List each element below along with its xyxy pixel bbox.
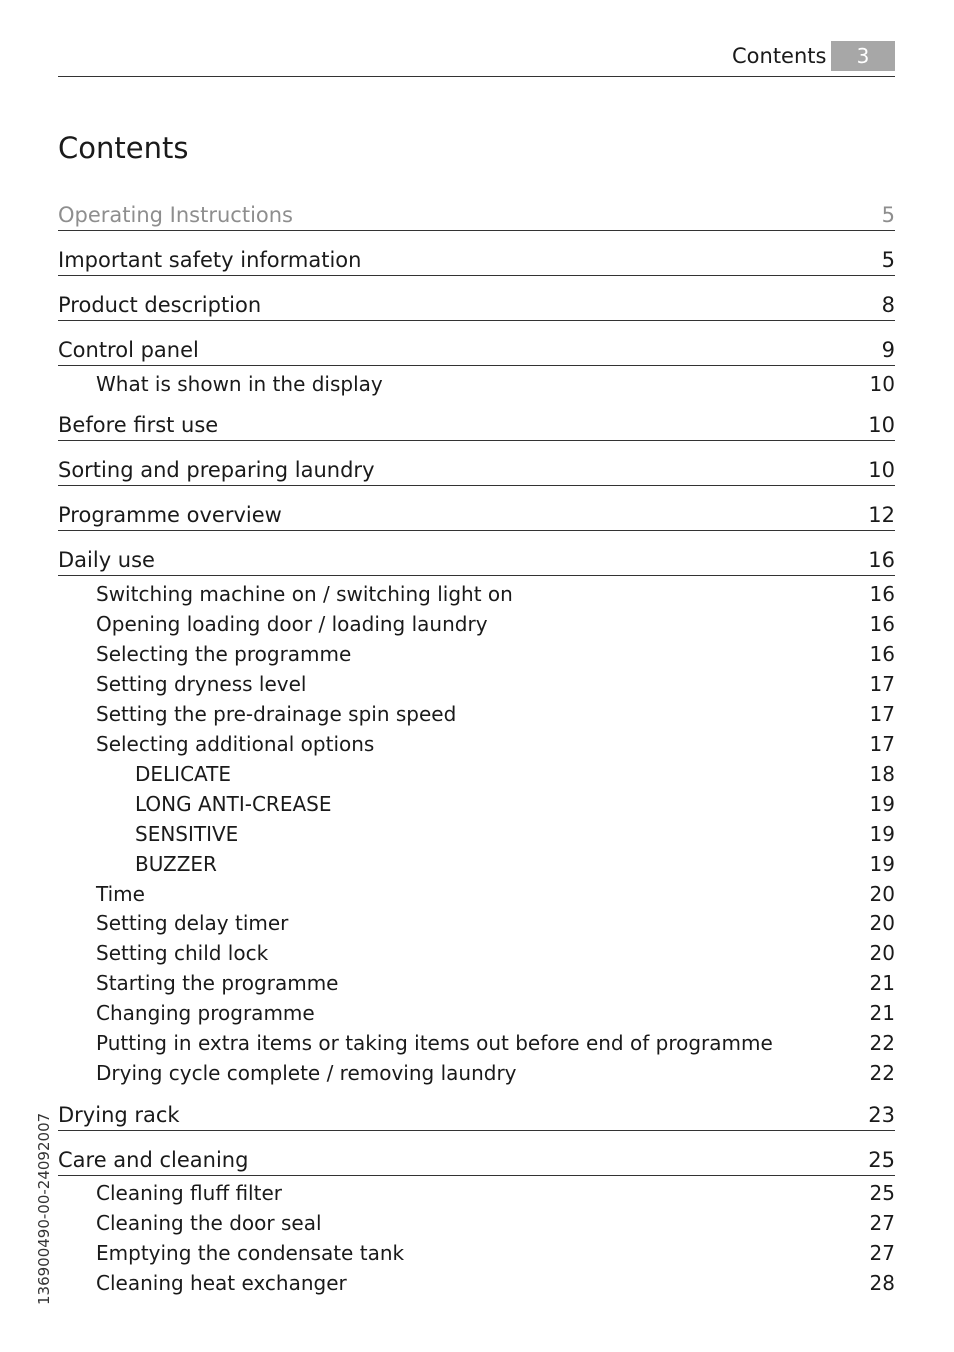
toc-entry-label: Setting the pre-drainage spin speed [96,702,457,726]
toc-subentry-dryness-level[interactable] [58,669,895,699]
toc-entry-label: Switching machine on / switching light on [96,582,513,606]
toc-entry-page: 9 [881,338,895,362]
toc-entry-important-safety-information[interactable] [58,245,895,276]
toc-entry-control-panel[interactable] [58,335,895,366]
toc-entry-label: LONG ANTI-CREASE [135,792,332,816]
toc-entry-page: 21 [869,1001,895,1025]
toc-entry-label: Setting child lock [96,941,269,965]
toc-entry-page: 21 [869,971,895,995]
document-code: 136900490-00-24092007 [35,1112,53,1305]
toc-entry-page: 8 [881,293,895,317]
toc-subentry-fluff-filter[interactable] [58,1178,895,1208]
toc-entry-drying-rack[interactable] [58,1100,895,1131]
toc-entry-product-description[interactable] [58,290,895,321]
toc-entry-page: 10 [869,372,895,396]
toc-entry-programme-overview[interactable] [58,500,895,531]
toc-entry-label: Putting in extra items or taking items out before end of programme [96,1031,773,1055]
toc-subsubentry-sensitive[interactable] [58,819,895,849]
toc-subentry-condensate-tank[interactable] [58,1238,895,1268]
toc-entry-label: Drying cycle complete / removing laundry [96,1061,517,1085]
toc-entry-page: 28 [869,1271,895,1295]
toc-entry-page: 16 [869,642,895,666]
toc-entry-label: Emptying the condensate tank [96,1241,405,1265]
toc-entry-page: 27 [869,1241,895,1265]
toc-subentry-selecting-programme[interactable] [58,639,895,669]
toc-subentry-loading-door[interactable] [58,609,895,639]
toc-entry-label: DELICATE [135,762,232,786]
toc-entry-page: 23 [868,1103,895,1127]
toc-entry-page: 16 [868,548,895,572]
toc-entry-page: 5 [881,248,895,272]
toc-entry-page: 16 [869,582,895,606]
header-section-title: Contents [732,44,827,68]
toc-entry-label: Product description [58,293,262,317]
toc-entry-label: What is shown in the display [96,372,383,396]
toc-subentry-starting-programme[interactable] [58,968,895,998]
toc-entry-operating-instructions[interactable] [58,200,895,231]
page-title: Contents [58,131,189,165]
toc-entry-page: 20 [869,882,895,906]
toc-subentry-child-lock[interactable] [58,938,895,968]
toc-entry-daily-use[interactable] [58,545,895,576]
toc-entry-care-cleaning[interactable] [58,1145,895,1176]
toc-entry-label: Setting dryness level [96,672,307,696]
toc-entry-label: Selecting additional options [96,732,375,756]
toc-entry-before-first-use[interactable] [58,410,895,441]
toc-entry-label: Sorting and preparing laundry [58,458,375,482]
toc-subentry-switching-on[interactable] [58,579,895,609]
toc-entry-page: 16 [869,612,895,636]
toc-entry-page: 10 [868,458,895,482]
toc-entry-page: 22 [869,1031,895,1055]
toc-entry-page: 19 [869,822,895,846]
toc-entry-page: 17 [869,672,895,696]
toc-entry-label: Care and cleaning [58,1148,249,1172]
toc-entry-page: 10 [868,413,895,437]
toc-entry-page: 19 [869,792,895,816]
header-rule [58,76,895,77]
toc-entry-label: Operating Instructions [58,203,293,227]
toc-entry-label: Cleaning heat exchanger [96,1271,347,1295]
toc-entry-page: 12 [868,503,895,527]
toc-entry-label: Drying rack [58,1103,180,1127]
toc-entry-page: 27 [869,1211,895,1235]
toc-subentry-additional-options[interactable] [58,729,895,759]
toc-entry-page: 20 [869,941,895,965]
toc-subsubentry-buzzer[interactable] [58,849,895,879]
page-number-badge: 3 [831,41,895,71]
toc-entry-label: Before first use [58,413,219,437]
toc-entry-label: Daily use [58,548,155,572]
toc-entry-label: Programme overview [58,503,282,527]
toc-entry-page: 25 [869,1181,895,1205]
toc-subentry-changing-programme[interactable] [58,998,895,1028]
toc-entry-label: SENSITIVE [135,822,239,846]
toc-entry-page: 5 [881,203,895,227]
toc-entry-sorting-laundry[interactable] [58,455,895,486]
toc-subentry-spin-speed[interactable] [58,699,895,729]
toc-subsubentry-long-anti-crease[interactable] [58,789,895,819]
toc-entry-label: Changing programme [96,1001,315,1025]
toc-entry-label: Setting delay timer [96,911,289,935]
toc-entry-label: Opening loading door / loading laundry [96,612,488,636]
toc-entry-label: Important safety information [58,248,362,272]
toc-subentry-extra-items[interactable] [58,1028,895,1058]
toc-entry-page: 17 [869,702,895,726]
toc-entry-page: 25 [868,1148,895,1172]
toc-entry-label: Cleaning the door seal [96,1211,322,1235]
toc-subentry-delay-timer[interactable] [58,908,895,938]
toc-subentry-cycle-complete[interactable] [58,1058,895,1088]
toc-entry-page: 17 [869,732,895,756]
toc-entry-page: 22 [869,1061,895,1085]
toc-subentry-time[interactable] [58,879,895,909]
toc-subentry-heat-exchanger[interactable] [58,1268,895,1298]
toc-subentry-door-seal[interactable] [58,1208,895,1238]
toc-subentry-display[interactable] [58,369,895,399]
toc-entry-label: Time [96,882,145,906]
toc-entry-label: Cleaning fluff filter [96,1181,282,1205]
toc-subsubentry-delicate[interactable] [58,759,895,789]
toc-entry-page: 18 [869,762,895,786]
toc-entry-label: Control panel [58,338,199,362]
toc-entry-label: Selecting the programme [96,642,352,666]
toc-entry-page: 20 [869,911,895,935]
toc-entry-page: 19 [869,852,895,876]
toc-entry-label: BUZZER [135,852,217,876]
toc-entry-label: Starting the programme [96,971,339,995]
